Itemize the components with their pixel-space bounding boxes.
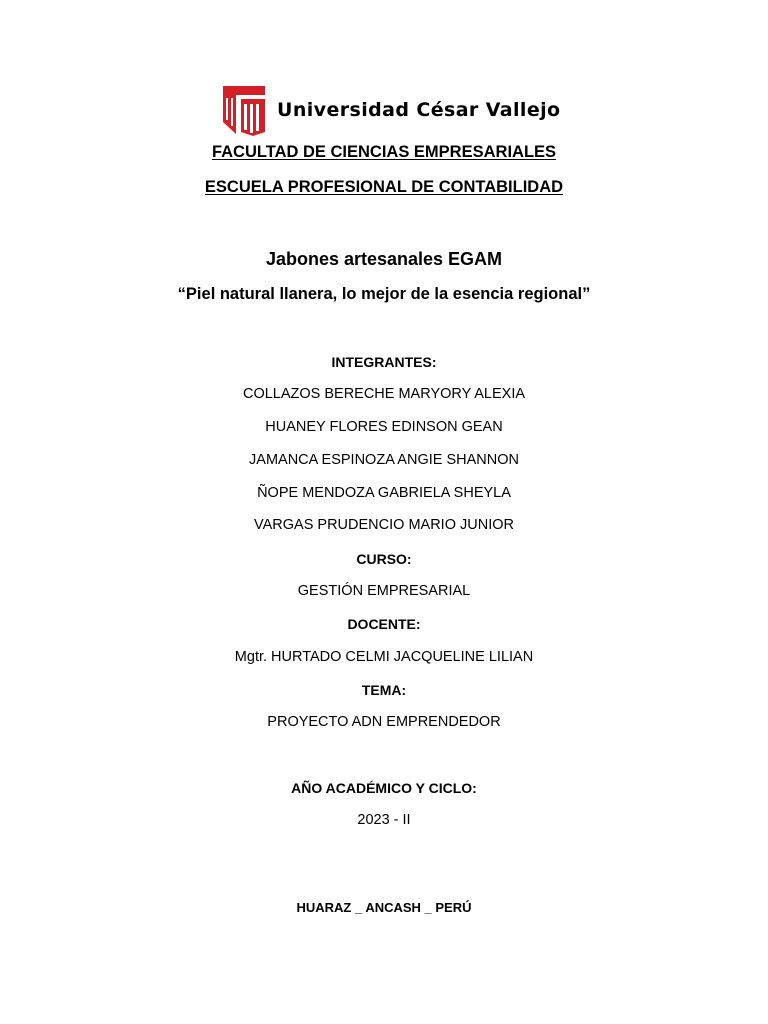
school-heading: ESCUELA PROFESIONAL DE CONTABILIDAD — [204, 178, 564, 196]
project-title: Jabones artesanales EGAM — [265, 249, 503, 269]
course-label: CURSO: — [356, 551, 412, 567]
academic-year-label: AÑO ACADÉMICO Y CICLO: — [291, 780, 477, 796]
topic-label: TEMA: — [361, 682, 407, 698]
location: HUARAZ _ ANCASH _ PERÚ — [296, 900, 472, 915]
university-logo — [221, 84, 561, 138]
academic-year-value: 2023 - II — [357, 812, 411, 828]
teacher-value: Mgtr. HURTADO CELMI JACQUELINE LILIAN — [234, 649, 534, 665]
member-name: ÑOPE MENDOZA GABRIELA SHEYLA — [257, 485, 511, 501]
course-value: GESTIÓN EMPRESARIAL — [297, 583, 471, 599]
project-slogan: “Piel natural llanera, lo mejor de la esencia regional” — [177, 285, 591, 303]
university-shield-icon — [221, 84, 267, 136]
member-name: JAMANCA ESPINOZA ANGIE SHANNON — [249, 452, 519, 468]
member-name: VARGAS PRUDENCIO MARIO JUNIOR — [254, 517, 514, 533]
university-name: Universidad César Vallejo — [277, 99, 561, 121]
topic-value: PROYECTO ADN EMPRENDEDOR — [267, 714, 501, 730]
member-name: HUANEY FLORES EDINSON GEAN — [265, 419, 503, 435]
member-name: COLLAZOS BERECHE MARYORY ALEXIA — [242, 386, 526, 402]
members-label: INTEGRANTES: — [331, 354, 437, 370]
teacher-label: DOCENTE: — [347, 616, 421, 632]
faculty-heading: FACULTAD DE CIENCIAS EMPRESARIALES — [211, 143, 557, 161]
